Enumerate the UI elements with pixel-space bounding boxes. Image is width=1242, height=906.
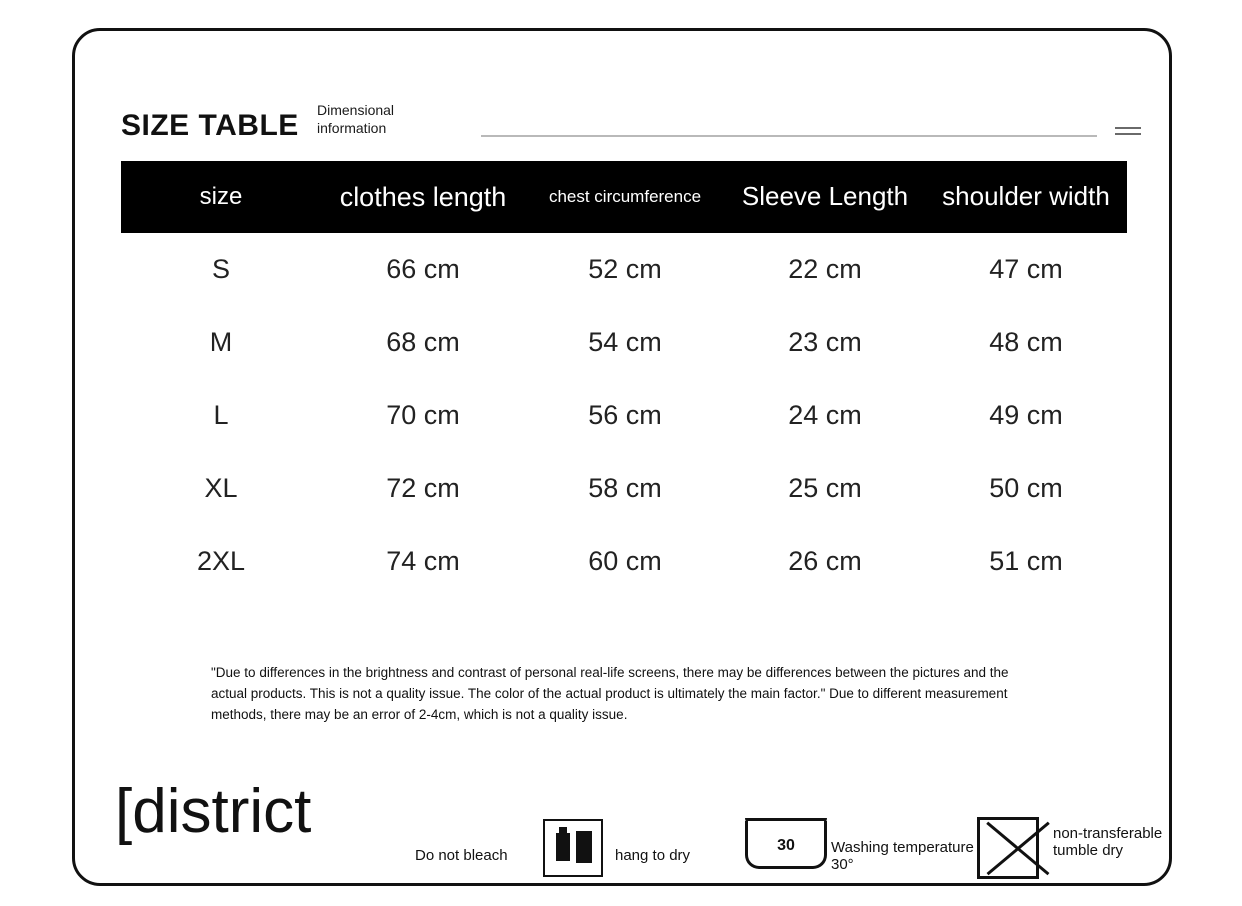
cell-size: XL (204, 473, 238, 503)
cell-shoulder: 47 cm (989, 254, 1063, 284)
do-not-bleach-label: Do not bleach (415, 847, 508, 864)
table-row (121, 452, 1127, 525)
cell-sleeve: 26 cm (788, 546, 862, 576)
hang-to-dry-label: hang to dry (615, 847, 691, 864)
cell-chest: 52 cm (588, 254, 662, 284)
no-tumble-dry-icon (977, 817, 1039, 879)
cell-length: 70 cm (386, 400, 460, 430)
cell-length: 74 cm (386, 546, 460, 576)
care-instructions (115, 771, 1163, 881)
hang-to-dry-icon (543, 819, 603, 877)
cell-shoulder: 51 cm (989, 546, 1063, 576)
cell-shoulder: 48 cm (989, 327, 1063, 357)
cell-chest: 58 cm (588, 473, 662, 503)
cell-sleeve: 22 cm (788, 254, 862, 284)
card-header (121, 93, 1141, 153)
cell-size: L (213, 400, 229, 430)
hamburger-icon[interactable] (1115, 127, 1141, 139)
wash-temp-value: 30 (777, 837, 795, 854)
table-row (121, 379, 1127, 452)
page-subtitle: Dimensional information (317, 102, 395, 136)
column-header-size: size (199, 183, 243, 211)
no-tumble-dry-label: non-transferable tumble dry (1053, 825, 1163, 860)
cell-sleeve: 23 cm (788, 327, 862, 357)
cell-shoulder: 49 cm (989, 400, 1063, 430)
cell-chest: 54 cm (588, 327, 662, 357)
disclaimer-note: "Due to differences in the brightness and contrast of personal real-life screens, there may be differences between the pictures and the actual products. This is not a quality issue. The color of the actual product is ultimately the main factor." Due to different measurement methods, there may be an error of 2-4cm, which is not a quality issue. (211, 665, 1009, 722)
cell-size: M (209, 327, 233, 357)
column-header-shoulder-width: shoulder width (942, 181, 1110, 212)
page-title: SIZE TABLE (121, 109, 299, 142)
column-header-chest-circumference: chest circumference (548, 187, 702, 207)
washing-temperature-icon (745, 821, 827, 869)
cell-length: 68 cm (386, 327, 460, 357)
cell-chest: 60 cm (588, 546, 662, 576)
cell-length: 72 cm (386, 473, 460, 503)
table-row (121, 525, 1127, 598)
table-row (121, 306, 1127, 379)
size-table-card (72, 28, 1172, 886)
column-header-clothes-length: clothes length (339, 181, 507, 212)
size-table (121, 161, 1127, 598)
cell-sleeve: 25 cm (788, 473, 862, 503)
cell-sleeve: 24 cm (788, 400, 862, 430)
cell-shoulder: 50 cm (989, 473, 1063, 503)
cell-size: 2XL (196, 546, 246, 576)
brand-name: [district (115, 777, 312, 846)
column-header-sleeve-length: Sleeve Length (741, 181, 909, 212)
cell-size: S (211, 254, 230, 284)
washing-temperature-label: Washing temperature 30° (831, 839, 974, 874)
table-row (121, 233, 1127, 306)
header-divider (481, 135, 1097, 137)
table-header-row (121, 161, 1127, 233)
cell-chest: 56 cm (588, 400, 662, 430)
cell-length: 66 cm (386, 254, 460, 284)
